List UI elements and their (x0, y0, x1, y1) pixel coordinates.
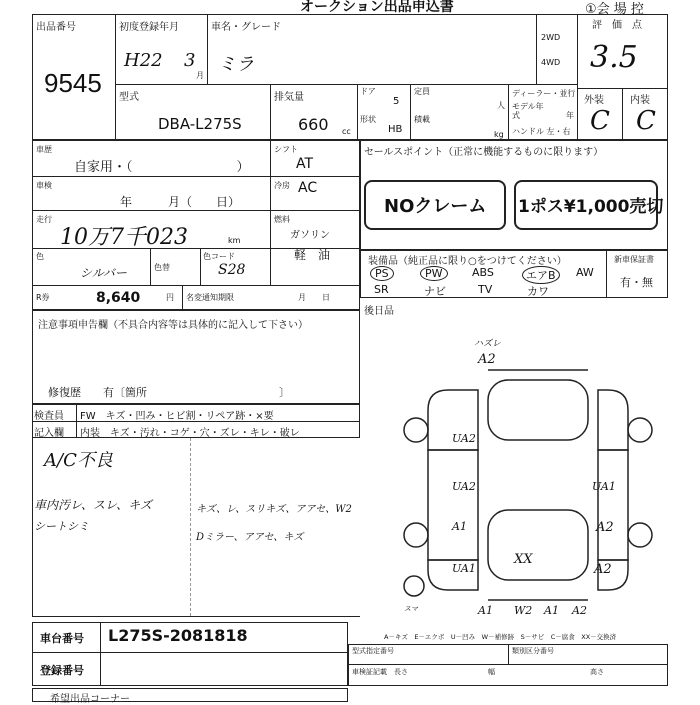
inspector-row-1: FW キズ・凹み・ヒビ割・リペア跡・×要 (80, 411, 274, 422)
equip-aw: AW (576, 266, 594, 279)
diagram-mark-9: A2 (594, 562, 612, 577)
diagram-mark-6: A2 (596, 520, 614, 535)
drive-4wd: 4WD (541, 58, 561, 67)
equip-airbag: エアB (522, 266, 560, 284)
fuel-gasoline: ガソリン (290, 230, 330, 241)
equip-leather: カワ (527, 285, 549, 298)
history-label: 車歴 (36, 145, 52, 154)
displacement-value: 660 (298, 115, 329, 134)
model-name-label: 車名・グレード (211, 22, 281, 33)
first-reg-month: 3 (184, 50, 196, 71)
footer-height: 高さ (590, 668, 604, 676)
bottom-label: 希望出品コーナー (50, 694, 130, 705)
recycle-unit: 円 (166, 293, 174, 302)
load-unit: kg (494, 130, 504, 139)
car-damage-diagram (388, 330, 668, 630)
diagram-mark-10: A1 (478, 604, 493, 617)
diagram-mark-12: A1 (544, 604, 559, 617)
diagram-mark-2: UA2 (452, 432, 476, 445)
form-title: オークション出品申込書 (300, 0, 454, 15)
diagram-mark-4: UA1 (592, 480, 616, 493)
recycle-label: R券 (36, 293, 50, 302)
displacement-unit: cc (342, 127, 351, 136)
selling-points-label: セールスポイント（正常に機能するものに限ります） (364, 147, 604, 158)
note-line-4: キズ、レ、スリキズ、アアセ、W2 (196, 504, 352, 515)
equip-tv: TV (478, 283, 493, 296)
damage-legend: A－キズ E－エクボ U－凹み W－補修跡 S－サビ C－腐食 XX－交換済 (384, 633, 617, 641)
aircon-label: 冷房 (274, 181, 290, 190)
diagram-mark-14: スマ (404, 605, 418, 613)
note-line-3: シートシミ (34, 520, 89, 533)
inspector-row-2: 内装 キズ・汚れ・コゲ・穴・ズレ・キレ・破レ (80, 428, 300, 439)
class-number-label: 類別区分番号 (512, 647, 554, 655)
selling-point-2-text: 1ポス¥1,000売切 (518, 197, 664, 217)
equip-sr: SR (374, 283, 389, 296)
first-reg-era: H22 (124, 50, 163, 71)
diagram-mark-11: W2 (514, 604, 533, 617)
shift-label: シフト (274, 145, 298, 154)
displacement-label: 排気量 (274, 92, 304, 103)
diagram-mark-1: A2 (478, 352, 496, 367)
inspection-value: 年 月（ 日） (120, 195, 241, 209)
first-reg-label: 初度登録年月 (119, 22, 179, 33)
shape-value: HB (388, 124, 403, 135)
footer-width: 幅 (488, 668, 495, 676)
notes-label: 注意事項申告欄（不具合内容等は具体的に記入して下さい） (38, 320, 308, 331)
mileage-value: 10万7千023 (60, 225, 188, 250)
shift-value: AT (296, 156, 314, 172)
footer-dims: 車検証記載 長さ (352, 668, 408, 676)
color-label: 色 (36, 252, 44, 261)
interior-label: 内装 (630, 95, 650, 106)
mileage-unit: km (228, 236, 241, 245)
fuel-diesel: 軽 油 (294, 248, 331, 262)
score-value: 3.5 (590, 40, 638, 75)
diagram-mark-3: UA2 (452, 480, 476, 493)
transfer-value: 月 日 (298, 293, 330, 302)
equip-ps: PS (370, 266, 394, 281)
model-name: ミラ (218, 54, 254, 75)
diagram-mark-7: UA1 (452, 562, 476, 575)
capacity-unit: 人 (497, 101, 505, 110)
note-line-2: 車内汚レ、スレ、キズ (34, 498, 152, 512)
history-value: 自家用・（ ） (74, 160, 250, 175)
load-label: 積載 (414, 115, 430, 124)
color-value: シルバー (80, 266, 127, 280)
drive-2wd: 2WD (541, 33, 561, 42)
model-code-label: 型式 (119, 92, 139, 103)
equip-abs: ABS (472, 266, 494, 279)
aircon-value: AC (298, 180, 318, 196)
equipment-label: 装備品（純正品に限り○をつけてください） (368, 256, 567, 267)
mileage-label: 走行 (36, 215, 52, 224)
color-code: S28 (218, 262, 246, 278)
model-year-unit: 年 (566, 111, 574, 120)
exterior-score: C (590, 106, 610, 136)
score-label: 評 価 点 (592, 20, 642, 31)
doors-label: ドア (360, 87, 376, 96)
equip-navi: ナビ (424, 285, 446, 298)
diagram-mark-8: XX (514, 552, 533, 567)
exterior-label: 外装 (584, 95, 604, 106)
note-line-1: A/C不良 (44, 450, 113, 471)
copy-marker: ①会 場 控 (585, 2, 644, 17)
inspection-label: 車検 (36, 181, 52, 190)
warranty-value: 有・無 (620, 276, 653, 289)
first-reg-month-unit: 月 (196, 71, 204, 80)
inspector-label-1: 検査員 (34, 411, 64, 422)
model-year-label: モデル年式 (512, 102, 544, 120)
postscript-label: 後日品 (364, 306, 394, 317)
dealer-label: ディーラー・並行 (512, 89, 576, 98)
capacity-label: 定員 (414, 87, 430, 96)
chassis-label: 車台番号 (40, 632, 84, 645)
recycle-value: 8,640 (96, 290, 141, 306)
color-change-label: 色替 (154, 263, 170, 272)
shape-label: 形状 (360, 115, 376, 124)
note-line-5: Dミラー、アアセ、キズ (196, 532, 304, 543)
type-number-label: 型式指定番号 (352, 647, 394, 655)
lot-number: 9545 (44, 68, 102, 98)
color-code-label: 色コード (203, 252, 235, 261)
equip-pw: PW (420, 266, 448, 281)
diagram-mark-5: A1 (452, 520, 467, 533)
diagram-mark-13: A2 (572, 604, 587, 617)
lot-label: 出品番号 (36, 22, 76, 33)
interior-score: C (636, 106, 656, 136)
diagram-mark-top: ハズレ (474, 339, 502, 349)
warranty-label: 新車保証書 (614, 255, 654, 264)
doors-value: 5 (393, 96, 400, 107)
inspector-label-2: 記入欄 (34, 428, 64, 439)
selling-point-1-text: NOクレーム (384, 196, 487, 217)
repair-history: 修復歴 有〔箇所 〕 (48, 386, 290, 399)
chassis-number: L275S-2081818 (108, 626, 248, 645)
handle-label: ハンドル 左・右 (512, 127, 571, 136)
registration-label: 登録番号 (40, 664, 84, 677)
transfer-label: 名変通知期限 (186, 293, 234, 302)
model-code: DBA-L275S (158, 115, 242, 133)
fuel-label: 燃料 (274, 215, 290, 224)
